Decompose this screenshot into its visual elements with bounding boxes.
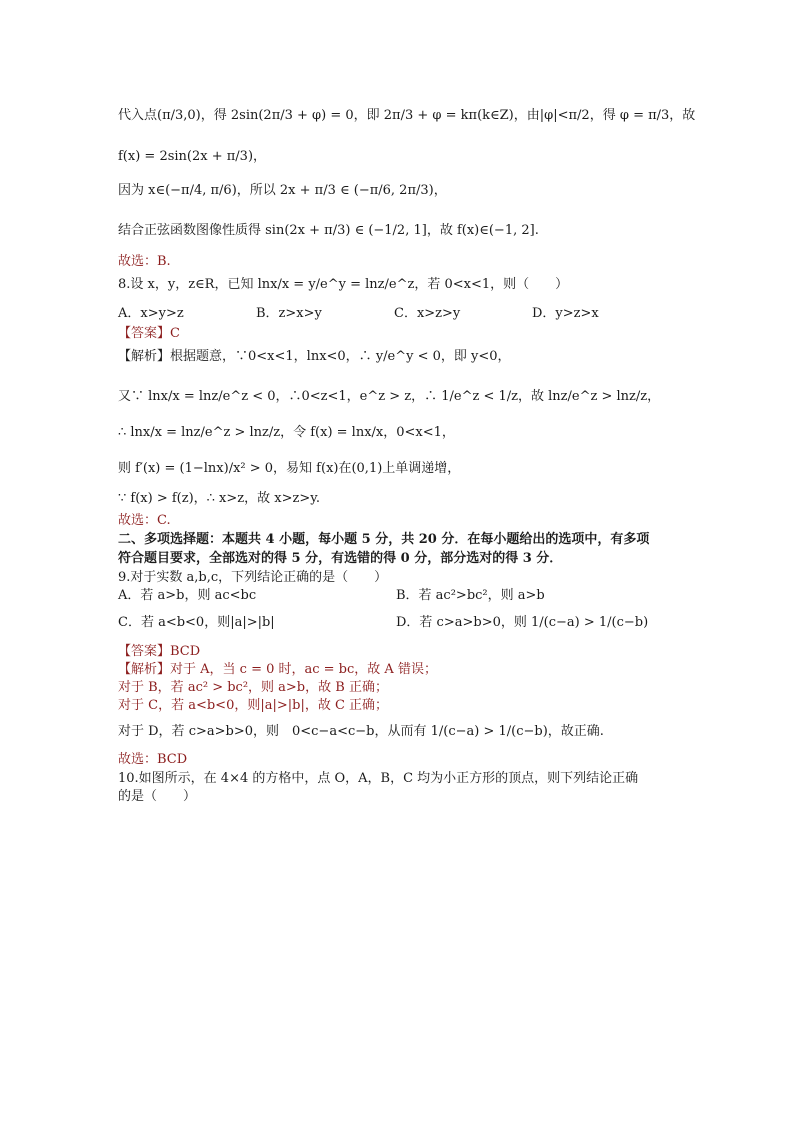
option-c: C．若 a<b<0，则|a|>|b| — [118, 615, 275, 630]
option-d: D．若 c>a>b>0，则 1/(c−a) > 1/(c−b) — [396, 615, 649, 630]
option-a: A．若 a>b，则 ac<bc — [118, 588, 257, 603]
analysis-line: 则 f′(x) = (1−lnx)/x² > 0，易知 f(x)在(0,1)上单调递增， — [118, 461, 461, 476]
question-8-stem: 8.设 x，y，z∈R，已知 lnx/x = y/e^y = lnz/e^z，若 0<x<1，则（ ） — [118, 277, 569, 292]
solution-line: f(x) = 2sin(2x + π/3)， — [118, 149, 267, 164]
option-d: D．y>z>x — [532, 306, 599, 321]
answer-choice-line: 故选：BCD — [118, 752, 188, 767]
solution-line: 因为 x∈(−π/4, π/6)，所以 2x + π/3 ∈ (−π/6, 2π/3)， — [118, 183, 447, 198]
analysis-line: 【解析】根据题意，∵0<x<1，lnx<0，∴ y/e^y < 0，即 y<0， — [118, 349, 511, 364]
option-a: A．x>y>z — [118, 306, 184, 321]
option-c: C．x>z>y — [394, 306, 461, 321]
answer-tag: 【答案】BCD — [118, 644, 201, 659]
answer-choice-line: 故选：C. — [118, 513, 171, 528]
analysis-line: 【解析】对于 A，当 c = 0 时，ac = bc，故 A 错误； — [118, 662, 437, 677]
question-10-stem: 10.如图所示，在 4×4 的方格中，点 O，A，B，C 均为小正方形的顶点，则下列结论正确 — [118, 771, 639, 786]
section-heading: 符合题目要求，全部选对的得 5 分，有选错的得 0 分，部分选对的得 3 分． — [118, 551, 563, 566]
question-9-stem: 9.对于实数 a,b,c，下列结论正确的是（ ） — [118, 570, 388, 585]
answer-tag: 【答案】C — [118, 326, 180, 341]
analysis-line: ∵ f(x) > f(z)，∴ x>z，故 x>z>y. — [118, 491, 320, 506]
question-9-options-row2 — [118, 606, 693, 640]
question-10-stem: 的是（ ） — [118, 789, 197, 804]
option-b: B．若 ac²>bc²，则 a>b — [396, 588, 545, 603]
analysis-line: 对于 D，若 c>a>b>0，则 0<c−a<c−b，从而有 1/(c−a) > 1/(c−b)，故正确. — [118, 724, 604, 739]
option-b: B．z>x>y — [256, 306, 322, 321]
question-8-options — [118, 304, 693, 324]
analysis-line: 又∵ lnx/x = lnz/e^z < 0，∴0<z<1，e^z > z，∴ 1/e^z < 1/z，故 lnz/e^z > lnz/z， — [118, 389, 661, 404]
analysis-line: 对于 C，若 a<b<0，则|a|>|b|，故 C 正确； — [118, 698, 389, 713]
answer-choice-line: 故选：B. — [118, 254, 171, 269]
solution-line: 代入点(π/3,0)，得 2sin(2π/3 + φ) = 0，即 2π/3 + φ = kπ(k∈Z)，由|φ|<π/2，得 φ = π/3，故 — [118, 108, 696, 123]
analysis-line: 对于 B，若 ac² > bc²，则 a>b，故 B 正确； — [118, 680, 388, 695]
solution-line: 结合正弦函数图像性质得 sin(2x + π/3) ∈ (−1/2, 1]，故 f(x)∈(−1, 2]. — [118, 223, 539, 238]
analysis-line: ∴ lnx/x = lnz/e^z > lnz/z，令 f(x) = lnx/x，0<x<1， — [118, 425, 455, 440]
question-9-options-row1 — [118, 586, 693, 606]
section-heading: 二、多项选择题：本题共 4 小题，每小题 5 分，共 20 分．在每小题给出的选项中，有多项 — [118, 532, 650, 547]
